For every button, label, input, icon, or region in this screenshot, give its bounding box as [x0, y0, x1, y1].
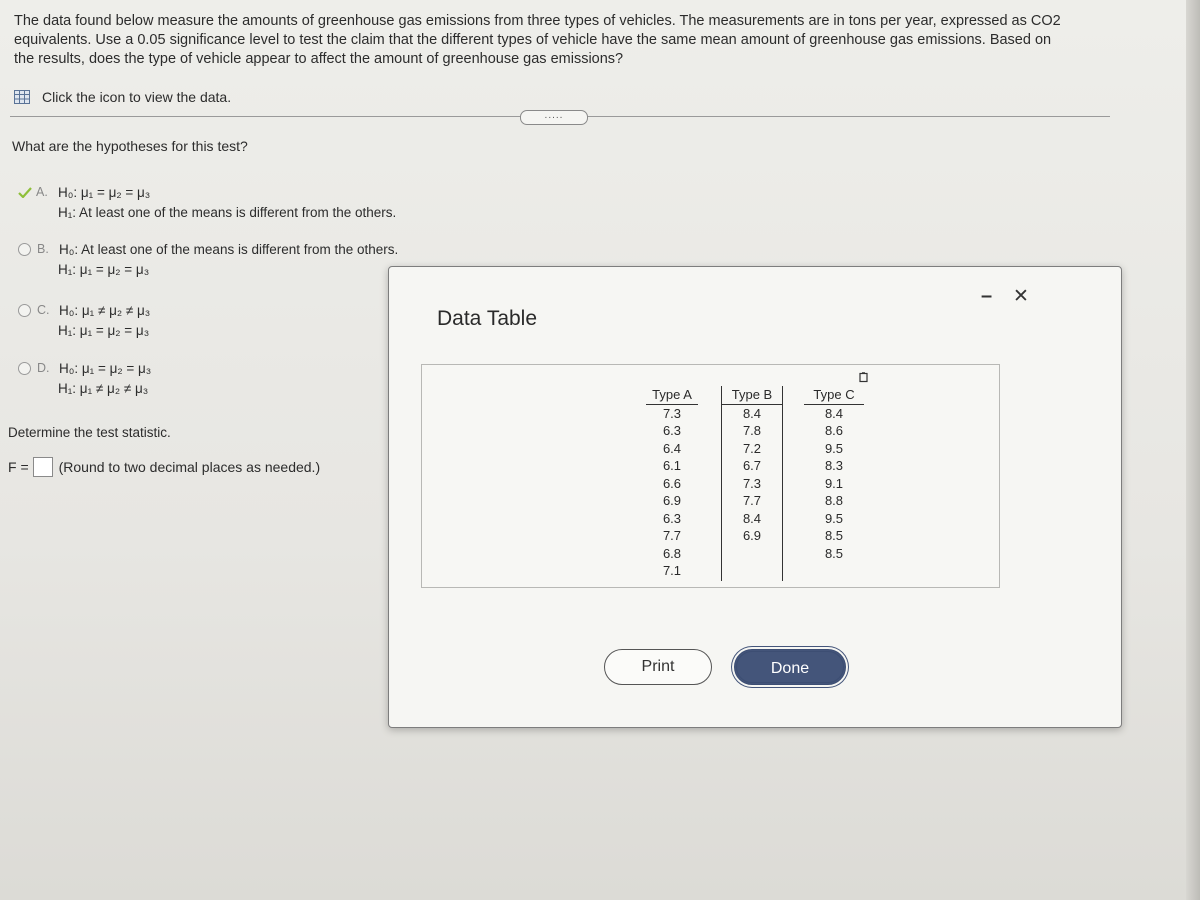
cell: 7.7 — [742, 493, 762, 508]
screen-edge — [1186, 0, 1200, 900]
column-type-c — [804, 386, 864, 562]
cell: 7.8 — [742, 423, 762, 438]
cell: 6.9 — [742, 528, 762, 543]
cell: 9.5 — [824, 440, 844, 456]
option-letter: A. — [36, 185, 48, 199]
option-h0: H₀: At least one of the means is different from the others. — [59, 241, 399, 257]
cell: 7.3 — [742, 475, 762, 491]
cell: 8.4 — [742, 510, 762, 526]
cell: 7.1 — [662, 563, 682, 578]
radio-button[interactable] — [18, 362, 31, 375]
cell: 8.4 — [742, 405, 762, 421]
option-h1: H₁: μ₁ ≠ μ₂ ≠ μ₃ — [58, 380, 149, 396]
cell: 8.5 — [824, 545, 844, 561]
radio-button[interactable] — [18, 243, 31, 256]
cell: 6.9 — [662, 493, 682, 508]
cell: 8.3 — [824, 458, 844, 473]
f-statistic-input[interactable] — [33, 457, 53, 477]
answer-row — [8, 457, 320, 477]
column-type-b — [721, 386, 783, 581]
answer-hint: (Round to two decimal places as needed.) — [58, 459, 321, 475]
data-table — [421, 364, 1000, 588]
cell: 8.5 — [824, 528, 844, 543]
option-a[interactable] — [18, 182, 396, 222]
view-data-link[interactable] — [14, 89, 231, 105]
cell: 7.7 — [662, 528, 682, 543]
minimize-icon[interactable]: – — [981, 285, 993, 307]
cell: 6.8 — [662, 545, 682, 561]
print-button[interactable]: Print — [604, 649, 712, 685]
column-header: Type C — [804, 386, 864, 405]
copy-icon[interactable] — [859, 372, 869, 383]
view-data-label[interactable]: Click the icon to view the data. — [42, 89, 232, 105]
cell: 6.3 — [662, 510, 682, 526]
column-header: Type A — [646, 386, 698, 405]
option-letter: C. — [37, 303, 50, 317]
cell: 6.1 — [662, 458, 682, 473]
column-header: Type B — [722, 386, 782, 405]
data-table-dialog — [388, 266, 1122, 728]
option-b[interactable] — [18, 239, 398, 279]
problem-statement: The data found below measure the amounts of greenhouse gas emissions from three types of vehicles. The measurements are in tons per year, expressed as CO2 equivalents. Use a 0.05 significance level to test the claim that the different types of vehicle have the same mean amount of greenhouse gas emissions. Based on the results, does the type of vehicle appear to affect the amount of greenhouse gas emissions? — [14, 13, 1061, 67]
check-icon — [18, 187, 32, 198]
dialog-title: Data Table — [437, 307, 538, 330]
close-icon[interactable]: ✕ — [1013, 286, 1029, 307]
option-h0: H₀: μ₁ = μ₂ = μ₃ — [59, 360, 152, 376]
cell: 7.2 — [742, 440, 762, 456]
option-h0: H₀: μ₁ = μ₂ = μ₃ — [58, 184, 151, 200]
column-type-a — [646, 386, 698, 580]
cell: 9.5 — [824, 510, 844, 526]
option-d[interactable] — [18, 358, 151, 398]
cell: 6.7 — [742, 458, 762, 473]
expand-button[interactable]: ..... — [520, 110, 588, 125]
cell: 8.4 — [824, 405, 844, 421]
determine-label: Determine the test statistic. — [8, 425, 171, 440]
option-h0: H₀: μ₁ ≠ μ₂ ≠ μ₃ — [59, 302, 151, 318]
cell: 8.6 — [824, 423, 844, 438]
option-letter: D. — [37, 361, 50, 375]
option-c[interactable] — [18, 300, 150, 340]
cell: 6.6 — [662, 475, 682, 491]
option-h1: H₁: At least one of the means is different from the others. — [58, 204, 397, 220]
cell: 8.8 — [824, 493, 844, 508]
answer-prefix: F = — [8, 459, 29, 475]
question-text: What are the hypotheses for this test? — [12, 138, 248, 154]
cell: 7.3 — [662, 405, 682, 421]
option-letter: B. — [37, 242, 49, 256]
cell: 6.4 — [662, 440, 682, 456]
option-h1: H₁: μ₁ = μ₂ = μ₃ — [58, 322, 150, 338]
done-button[interactable]: Done — [734, 649, 846, 685]
table-icon[interactable] — [14, 90, 30, 104]
radio-button[interactable] — [18, 304, 31, 317]
cell: 9.1 — [824, 475, 844, 491]
cell: 6.3 — [662, 423, 682, 438]
option-h1: H₁: μ₁ = μ₂ = μ₃ — [58, 261, 150, 277]
